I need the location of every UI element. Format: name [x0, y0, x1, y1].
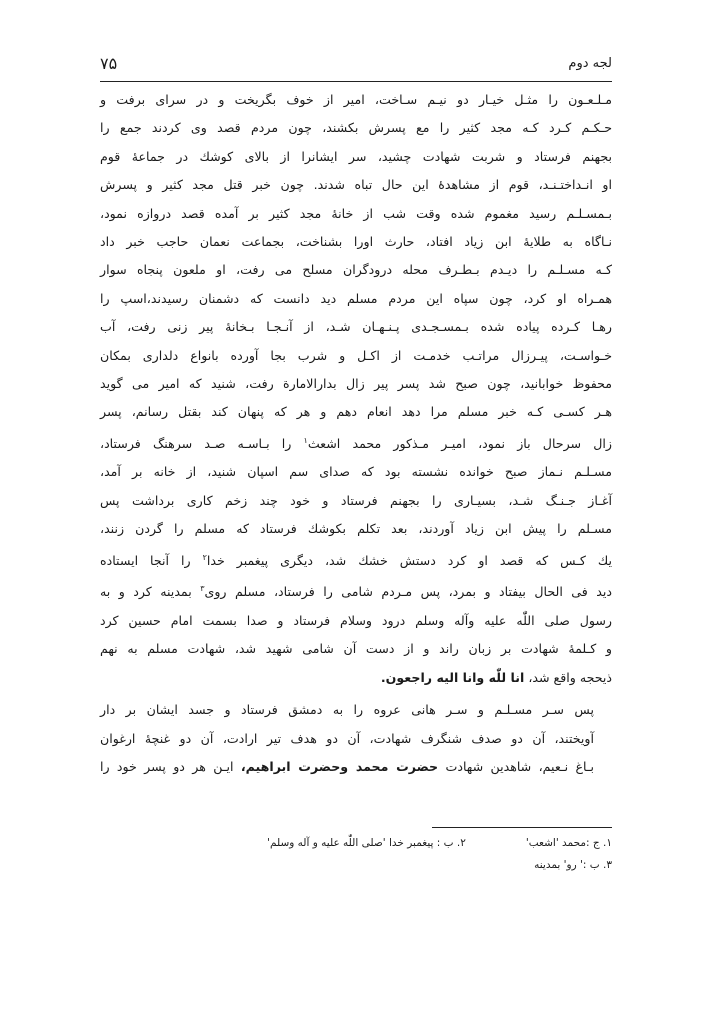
text-segment: يك كـس كه قصد او كرد دستش خشك شد، ديگرى پيغمبر خدا — [206, 552, 612, 568]
text-segment: زال سرحال باز نمود، اميـر مـذكور محمد اشعث — [307, 436, 612, 452]
footnote-row — [100, 854, 612, 876]
text-line: مـلـعـون را مثـل خيـار دو نيـم سـاخت، امير از خوف بگريخت و در سراى برفت و — [100, 92, 612, 107]
footnote-3: ٣. ب :' رو' بمدينه — [534, 859, 612, 871]
text-line — [100, 664, 612, 692]
text-line — [100, 753, 612, 781]
page-number: ۷۵ — [100, 54, 118, 73]
footnote-ref-3[interactable]: ٣ — [200, 584, 205, 594]
text-line: رسول صلى اللّٰه عليه وآله وسلم درود وسلام فرستاد و صدا بسمت امام حسين كرد — [100, 612, 612, 628]
footnote-ref-2[interactable]: ٢ — [202, 552, 207, 562]
body-text — [100, 86, 612, 781]
closing-phrase: انا للّٰه وانا اليه راجعون. — [380, 669, 525, 685]
text-line: و كـلمۀ شهادت بر زبان راند و از دست آن شامى شهيد شد، شهادت مسلم به نهم — [100, 641, 612, 657]
text-line: خـواسـت، پيـرزال مراتـب خدمـت از اكـل و شرب بجا آورده بانواع دلدارى بمكان — [100, 347, 612, 363]
text-line: همـراه او كرد، چون سپاه اين مردم مسلم ديد دانست كه دشمنان رسيدند،اسپ را — [100, 290, 612, 306]
bold-names: حضرت محمد وحضرت ابراهيم، — [240, 758, 439, 774]
text-line: هـر كسـى كـه خبر مسلم مرا دهد انعام دهم و هر كه پنهان كند بقتل رسانم، پسر — [100, 404, 612, 420]
text-segment: را بـاسـه صـد سرهنگ فرستاد، — [100, 436, 292, 452]
footnote-1: ١. ج :محمد 'اشعب' — [525, 837, 612, 849]
text-segment: ديد فى الحال بيفتاد و بمرد، پس مـردم شامى را فرستاد، مسلم روى — [204, 584, 612, 600]
paragraph-2 — [100, 696, 612, 781]
paragraph-1 — [100, 86, 612, 692]
text-segment: بمدينه كرد و به — [100, 584, 192, 600]
text-line: آغـاز جـنـگ شـد، بسيـارى را بجهنم فرستاد و خود چند زخم كارى برداشت پس — [100, 492, 612, 508]
text-segment: را آنجا ايستاده — [100, 552, 191, 568]
header-rule — [100, 81, 612, 82]
footnote-2: ٢. ب : پيغمبر خدا 'صلى اللّٰه عليه و آله وسلم' — [267, 837, 466, 849]
text-line: بجهنم فرستاد و شربت شهادت چشيد، سر ايشانرا از بالاى كوشك در جماعۀ قوم — [100, 148, 612, 164]
footnote-row — [100, 832, 612, 854]
running-head: لجه دوم — [568, 56, 612, 71]
footnotes — [100, 832, 612, 876]
text-segment: بـاغ نـعيم، شاهدين شهادت — [445, 758, 594, 774]
text-line: مسـلم را پيش ابن زياد آوردند، بعد تكلم بكوشك فرستاد كه مسلم را گردن زنند، — [100, 521, 612, 537]
text-line: آويختند، آن دو صدف شنگرف شهادت، آن دو هدف تير ارادت، آن دو غنچۀ ارغوان — [100, 730, 594, 746]
footnote-rule — [432, 827, 612, 828]
footnote-ref-1[interactable]: ١ — [303, 435, 308, 445]
text-line: حـكـم كـرد كـه مجد كثير را مع پسرش بكشند، چون مردم قصد وى كردند جمع را — [100, 120, 612, 136]
text-line — [100, 427, 612, 459]
text-line: بـمسـلـم رسيد مغموم شده وقت شب از خانۀ مجد كثير بر آمده قصد دروازه نمود، — [100, 205, 612, 221]
text-line: پس سـر مسـلـم و سـر هانى عروه را به دمشق فرستاد و جسد ايشان بر دار — [100, 702, 594, 718]
text-line: محفوظ خوابانيد، چون صبح شد پسر پير زال بدارالامارة رفت، شنيد كه امير مى گويد — [100, 376, 612, 392]
text-line: رهـا كـرده پياده شده بـمسـجـدى پـنـهـان شـد، از آنـجـا بـخانۀ پير زنى رفت، آب — [100, 319, 612, 335]
text-segment: ذيحجه واقع شد، — [528, 669, 612, 685]
text-segment: ايـن هر دو پسر خود را — [100, 758, 234, 774]
page-header — [100, 54, 612, 74]
text-line — [100, 575, 612, 607]
text-line: او انـداختـنـد، قوم از مشاهدۀ اين حال تباه شدند. چون خبر قتل مجد كثير و پسرش — [100, 177, 612, 193]
text-line — [100, 544, 612, 576]
text-line: مسـلـم نـماز صبح خوانده نشسته بود كه صداى سم اسپان شنيد، از خانه بر آمد، — [100, 464, 612, 480]
text-line: نـاگاه به طلايۀ ابن زياد افتاد، حارث اورا بشناخت، بجماعت نعمان حاجب خبر داد — [100, 234, 612, 250]
text-line: كـه مسـلـم را ديـدم بـطـرف محله درودگران مسلح مى رفت، او ملعون پنجاه سوار — [100, 262, 612, 278]
